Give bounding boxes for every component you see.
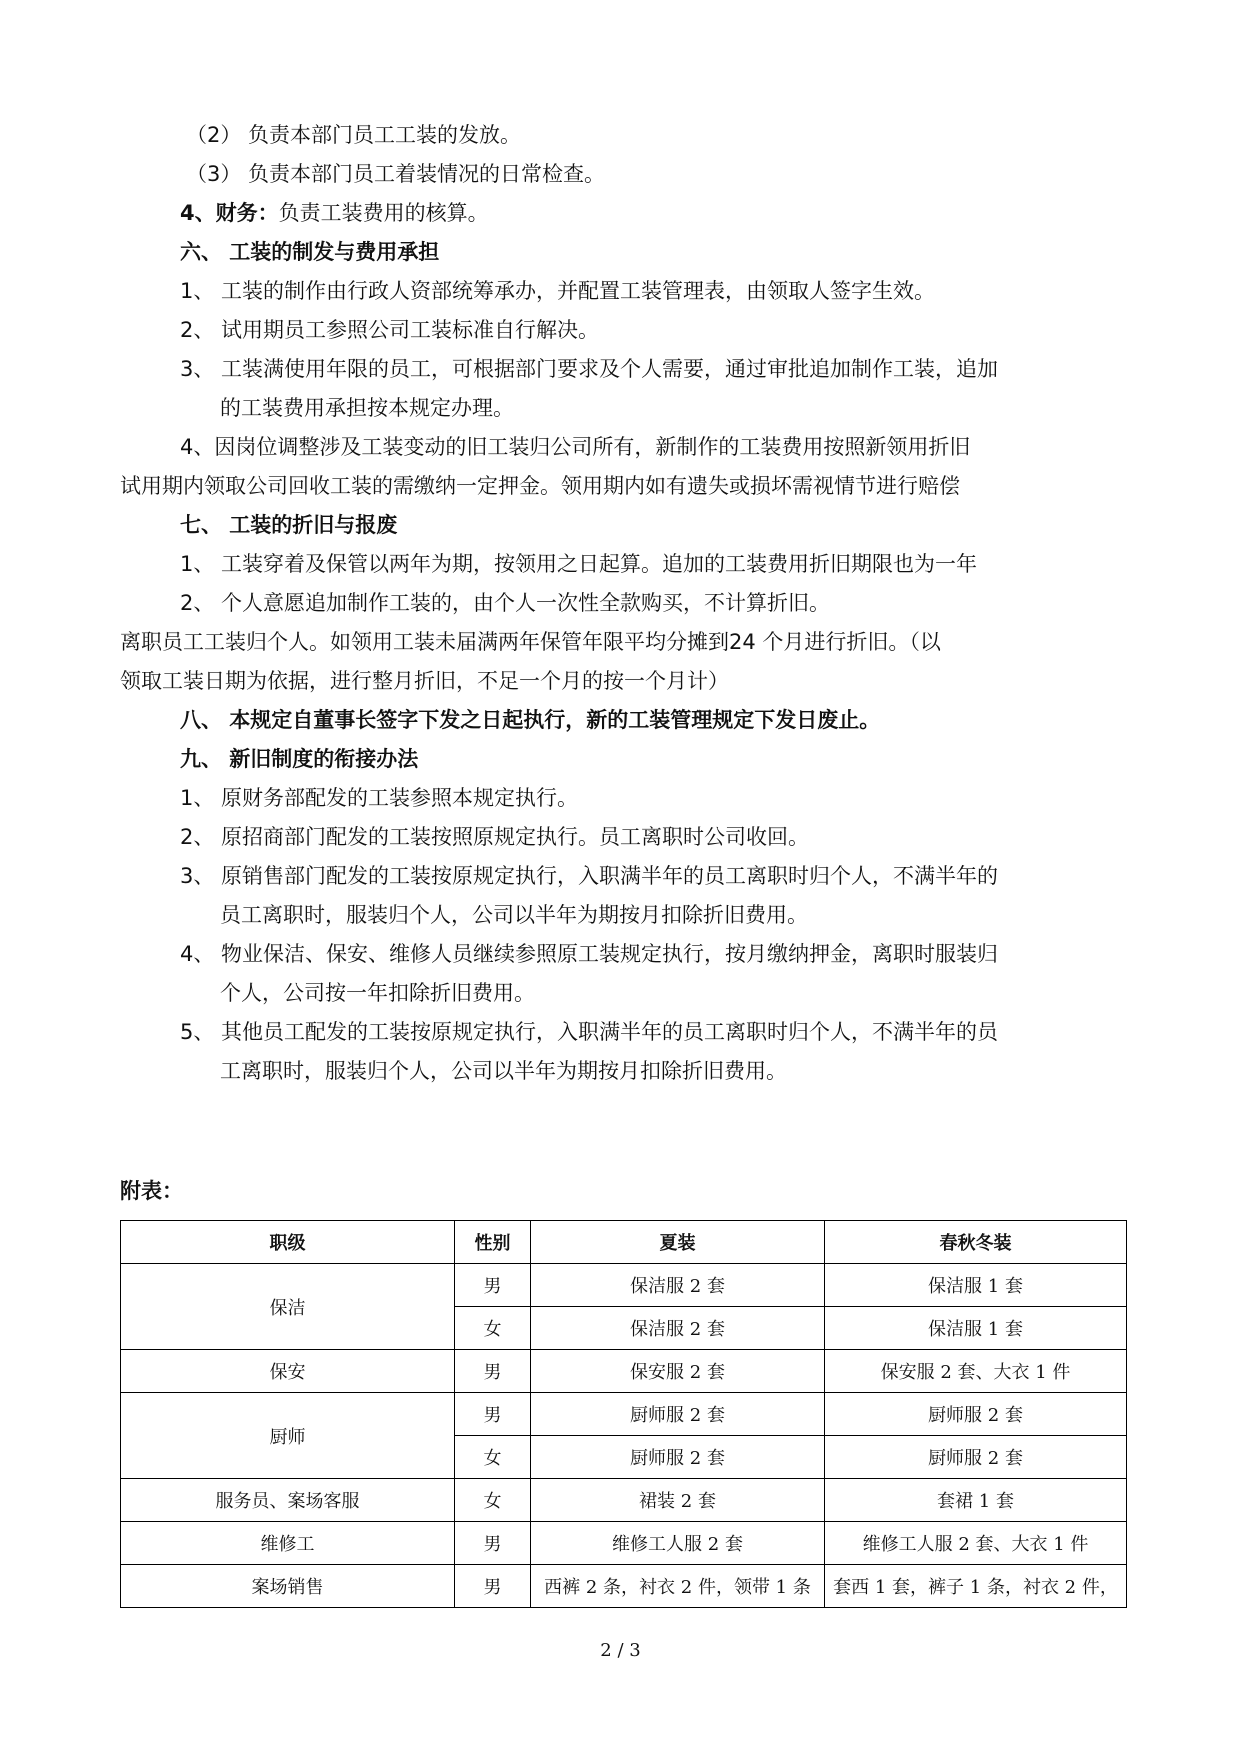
cell-summer: 厨师服 2 套 — [531, 1393, 825, 1436]
cell-winter: 厨师服 2 套 — [825, 1393, 1127, 1436]
header-gender: 性别 — [455, 1221, 531, 1264]
section-7-item-1: 1、 工装穿着及保管以两年为期，按领用之日起算。追加的工装费用折旧期限也为一年 — [180, 552, 978, 576]
cell-summer: 维修工人服 2 套 — [531, 1522, 825, 1565]
table-row — [121, 1393, 1127, 1436]
table-header-row — [121, 1221, 1127, 1264]
finance-duty — [180, 198, 489, 228]
cell-gender: 男 — [455, 1350, 531, 1393]
uniform-table — [120, 1220, 1127, 1608]
cell-summer: 保洁服 2 套 — [531, 1307, 825, 1350]
section-9-item-4-cont: 个人，公司按一年扣除折旧费用。 — [220, 981, 535, 1005]
table-row — [121, 1479, 1127, 1522]
cell-level: 案场销售 — [121, 1565, 455, 1608]
cell-winter: 保安服 2 套、大衣 1 件 — [825, 1350, 1127, 1393]
table-row — [121, 1350, 1127, 1393]
section-9-item-5: 5、 其他员工配发的工装按原规定执行，入职满半年的员工离职时归个人，不满半年的员 — [180, 1020, 999, 1044]
cell-gender: 男 — [455, 1565, 531, 1608]
cell-level: 保安 — [121, 1350, 455, 1393]
section-7-heading: 七、 工装的折旧与报废 — [180, 513, 398, 537]
section-9-item-5-cont: 工离职时，服装归个人，公司以半年为期按月扣除折旧费用。 — [220, 1059, 787, 1083]
section-6-item-1: 1、 工装的制作由行政人资部统筹承办，并配置工装管理表，由领取人签字生效。 — [180, 279, 936, 303]
table-row — [121, 1522, 1127, 1565]
cell-winter: 套裙 1 套 — [825, 1479, 1127, 1522]
section-7-item-3-cont: 领取工装日期为依据，进行整月折旧，不足一个月的按一个月计） — [120, 669, 729, 693]
section-9-item-4: 4、 物业保洁、保安、维修人员继续参照原工装规定执行，按月缴纳押金，离职时服装归 — [180, 942, 999, 966]
section-9-heading: 九、 新旧制度的衔接办法 — [180, 747, 419, 771]
header-level: 职级 — [121, 1221, 455, 1264]
cell-summer: 厨师服 2 套 — [531, 1436, 825, 1479]
cell-gender: 女 — [455, 1307, 531, 1350]
cell-winter: 套西 1 套，裤子 1 条，衬衣 2 件， — [825, 1565, 1127, 1608]
section-9-item-2: 2、 原招商部门配发的工装按照原规定执行。员工离职时公司收回。 — [180, 825, 810, 849]
cell-gender: 男 — [455, 1393, 531, 1436]
cell-level: 维修工 — [121, 1522, 455, 1565]
cell-level: 厨师 — [121, 1393, 455, 1479]
table-row — [121, 1565, 1127, 1608]
cell-summer: 保洁服 2 套 — [531, 1264, 825, 1307]
section-7-item-2: 2、 个人意愿追加制作工装的，由个人一次性全款购买，不计算折旧。 — [180, 591, 831, 615]
cell-summer: 裙装 2 套 — [531, 1479, 825, 1522]
cell-winter: 保洁服 1 套 — [825, 1264, 1127, 1307]
section-8-heading: 八、 本规定自董事长签字下发之日起执行，新的工装管理规定下发日废止。 — [180, 708, 881, 732]
duty-item-2: （2） 负责本部门员工工装的发放。 — [186, 123, 522, 147]
page-number: 2 / 3 — [600, 1640, 641, 1661]
cell-gender: 女 — [455, 1436, 531, 1479]
cell-summer: 西裤 2 条，衬衣 2 件，领带 1 条 — [531, 1565, 825, 1608]
cell-gender: 女 — [455, 1479, 531, 1522]
finance-label: 4、财务： — [180, 201, 279, 225]
section-9-item-3-cont: 员工离职时，服装归个人，公司以半年为期按月扣除折旧费用。 — [220, 903, 808, 927]
duty-item-3: （3） 负责本部门员工着装情况的日常检查。 — [186, 162, 606, 186]
section-6-item-2: 2、 试用期员工参照公司工装标准自行解决。 — [180, 318, 600, 342]
section-6-heading: 六、 工装的制发与费用承担 — [180, 240, 440, 264]
header-winter: 春秋冬装 — [825, 1221, 1127, 1264]
finance-text: 负责工装费用的核算。 — [278, 201, 489, 225]
cell-level: 保洁 — [121, 1264, 455, 1350]
cell-level: 服务员、案场客服 — [121, 1479, 455, 1522]
section-6-item-4-cont: 试用期内领取公司回收工装的需缴纳一定押金。领用期内如有遗失或损坏需视情节进行赔偿 — [120, 474, 960, 498]
section-7-item-3: 离职员工工装归个人。如领用工装未届满两年保管年限平均分摊到24 个月进行折旧。（以 — [120, 630, 941, 654]
header-summer: 夏装 — [531, 1221, 825, 1264]
table-row — [121, 1264, 1127, 1307]
cell-gender: 男 — [455, 1264, 531, 1307]
cell-summer: 保安服 2 套 — [531, 1350, 825, 1393]
cell-winter: 维修工人服 2 套、大衣 1 件 — [825, 1522, 1127, 1565]
appendix-label: 附表： — [120, 1179, 183, 1203]
section-6-item-3: 3、 工装满使用年限的员工，可根据部门要求及个人需要，通过审批追加制作工装，追加 — [180, 357, 999, 381]
section-6-item-4: 4、因岗位调整涉及工装变动的旧工装归公司所有，新制作的工装费用按照新领用折旧 — [180, 435, 971, 459]
cell-gender: 男 — [455, 1522, 531, 1565]
section-9-item-1: 1、 原财务部配发的工装参照本规定执行。 — [180, 786, 579, 810]
cell-winter: 保洁服 1 套 — [825, 1307, 1127, 1350]
section-6-item-3-cont: 的工装费用承担按本规定办理。 — [220, 396, 514, 420]
cell-winter: 厨师服 2 套 — [825, 1436, 1127, 1479]
section-9-item-3: 3、 原销售部门配发的工装按原规定执行，入职满半年的员工离职时归个人，不满半年的 — [180, 864, 999, 888]
